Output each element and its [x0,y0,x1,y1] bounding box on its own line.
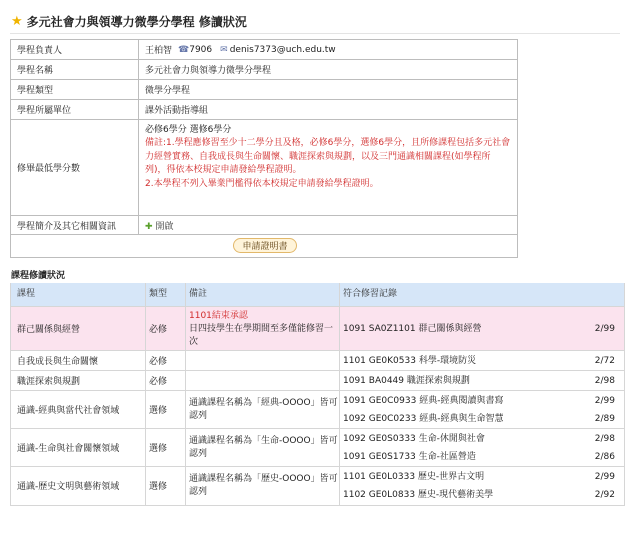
table-row [11,350,624,370]
program-info-table [10,39,518,258]
record-text: 1092 GE0C0233 經典-經典與生命智慧 [343,413,504,424]
info-row-name [11,60,517,80]
table-row [11,428,624,466]
credits-note-1: 備註:1.學程應修習至少十二學分且及格，必修6學分，選修6學分，且所修課程包括多元社會力經營實務、自我成長與生命關懷、職涯探索與規劃，以及三門通識相關課程(如學程所列)，得依本校規定申請發給學程證明。 [145,138,511,176]
course-note [189,351,339,370]
course-name: 通識-生命與社會關懷領域 [17,444,120,454]
apply-certificate-button[interactable]: 申請證明書 [233,238,297,253]
record-item [343,410,619,428]
table-row [11,390,624,428]
record-score: 2/98 [594,433,615,444]
course-note [189,371,339,390]
course-name: 通識-經典與當代社會領域 [17,406,120,416]
course-name: 群己關係與經營 [17,325,81,335]
leader-phone: 7906 [189,44,213,55]
record-text: 1091 SA0Z1101 群己關係與經營 [343,323,482,334]
course-status-table [10,283,625,506]
column-divider [185,283,186,505]
record-item [343,392,619,410]
course-type: 必修 [149,357,168,367]
program-name-label: 學程名稱 [11,60,139,79]
info-row-credits [11,120,517,216]
course-note: 通識課程名稱為「歷史-OOOO」皆可認列 [189,473,338,497]
credits-summary: 必修6學分 選修6學分 [145,125,232,135]
record-item [343,468,619,486]
col-records: 符合修習記錄 [343,289,398,299]
col-note: 備註 [189,289,208,299]
record-text: 1091 GE0C0933 經典-經典閱讀與書寫 [343,395,504,406]
course-name: 職涯探索與規劃 [17,377,81,387]
course-name: 通識-歷史文明與藝術領域 [17,482,120,492]
record-item [343,320,619,338]
column-divider [145,283,146,505]
intro-open-text: 開啟 [155,221,174,232]
record-score: 2/72 [594,355,615,366]
intro-divider [11,234,517,235]
record-text: 1101 GE0L0333 歷史-世界古文明 [343,471,485,482]
phone-icon: ☎ [178,44,190,55]
info-row-intro [11,216,517,234]
record-score: 2/86 [594,451,615,462]
course-note: 通識課程名稱為「生命-OOOO」皆可認列 [189,435,338,459]
course-type: 選修 [149,444,168,454]
course-note: 通識課程名稱為「經典-OOOO」皆可認列 [189,397,338,421]
record-text: 1102 GE0L0833 歷史-現代藝術美學 [343,489,494,500]
course-note-red: 1101結束承認 [189,311,248,321]
course-status-title: 課程修讀狀況 [11,271,66,281]
record-score: 2/99 [594,395,615,406]
info-row-unit [11,100,517,120]
course-type: 必修 [149,377,168,387]
record-item [343,352,619,370]
star-icon: ★ [11,13,23,29]
course-note: 日四技學生在學期間至多僅能修習一次 [189,324,334,347]
column-divider [339,283,340,505]
credits-note-2: 2.本學程不列入畢業門檻得依本校規定申請發給學程證明。 [145,178,379,189]
title-divider [10,33,620,34]
plus-icon: ✚ [145,221,153,232]
intro-label: 學程簡介及其它相關資訊 [11,216,139,234]
record-score: 2/89 [594,413,615,424]
course-type: 必修 [149,325,168,335]
leader-name: 王柏智 [145,46,173,56]
record-text: 1091 GE0S1733 生命-社區營造 [343,451,476,462]
table-row [11,306,624,350]
program-name-value: 多元社會力與領導力微學分學程 [145,66,272,76]
record-item [343,430,619,448]
page-title [11,11,247,31]
program-unit-value: 課外活動指導組 [145,106,209,116]
record-score: 2/92 [594,489,615,500]
table-row [11,370,624,390]
program-type-value: 微學分學程 [145,86,191,96]
page-title-text: 多元社會力與領導力微學分學程 修讀狀況 [26,14,247,29]
info-row-type [11,80,517,100]
record-item [343,372,619,390]
course-type: 選修 [149,406,168,416]
leader-email[interactable]: denis7373@uch.edu.tw [229,44,336,55]
table-row [11,466,624,504]
course-name: 自我成長與生命關懷 [17,357,99,367]
col-type: 類型 [149,289,168,299]
mail-icon: ✉ [220,44,228,55]
record-text: 1092 GE0S0333 生命-休閒與社會 [343,433,485,444]
course-table-header [11,283,624,306]
record-item [343,486,619,504]
info-row-leader [11,40,517,60]
record-text: 1101 GE0K0533 科學-環境防災 [343,355,477,366]
leader-label: 學程負責人 [11,40,139,59]
course-type: 選修 [149,482,168,492]
col-course: 課程 [17,289,36,299]
record-item [343,448,619,466]
record-score: 2/99 [594,323,615,334]
program-unit-label: 學程所屬單位 [11,100,139,119]
program-type-label: 學程類型 [11,80,139,99]
record-score: 2/98 [594,375,615,386]
record-text: 1091 BA0449 職涯探索與規劃 [343,375,470,386]
record-score: 2/99 [594,471,615,482]
credits-label: 修畢最低學分數 [11,120,139,215]
intro-open-link[interactable] [145,219,174,232]
